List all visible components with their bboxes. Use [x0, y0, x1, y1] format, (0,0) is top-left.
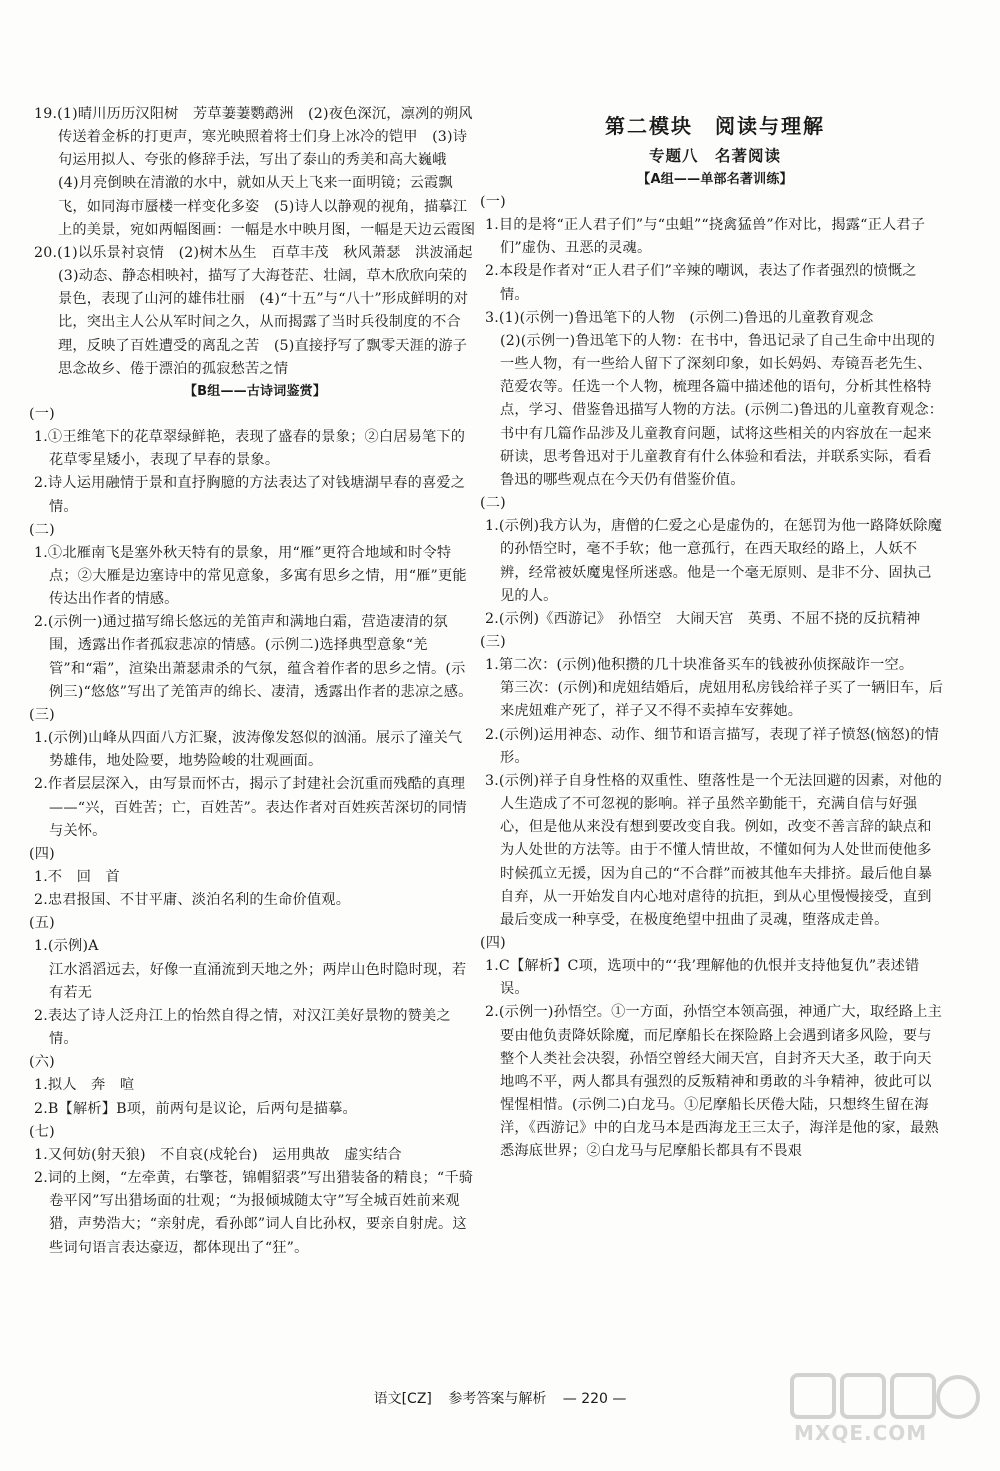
watermark-logo-icon: [782, 1367, 982, 1427]
answer-item: 1.目的是将“正人君子们”与“虫蛆”“挠禽猛兽”作对比，揭露“正人君子们”虚伪、丑恶的灵魂。: [485, 217, 926, 257]
topic-title: 专题八 名著阅读: [648, 147, 781, 165]
answer-item: 1.C【解析】C项，选项中的“‘我’理解他的仇恨并支持他复仇”表述错误。: [485, 958, 920, 998]
answer-item: 2.诗人运用融情于景和直抒胸臆的方法表达了对钱塘湖早春的喜爱之情。: [34, 475, 466, 515]
answer-item: 2.(示例)运用神态、动作、细节和语言描写，表现了祥子愤怒(恼怒)的情形。: [485, 726, 940, 766]
answer-item: 2.(示例)《西游记》 孙悟空 大闹天宫 英勇、不屈不挠的反抗精神: [485, 610, 921, 627]
answer-item: 江水滔滔远去，好像一直涌流到天地之外；两岸山色时隐时现，若有若无: [49, 961, 467, 1001]
group-number: (四): [29, 845, 55, 862]
answer-item: 1.(示例)A: [34, 938, 99, 955]
module-title: 第二模块 阅读与理解: [605, 114, 825, 138]
group-number: (一): [480, 194, 506, 210]
answer-item: 1.第二次：(示例)他积攒的几十块准备买车的钱被孙侦探敲诈一空。: [485, 657, 914, 674]
section-title: 【B组——古诗词鉴赏】: [183, 383, 327, 399]
answer-item: 1.①北雁南飞是塞外秋天特有的景象，用“雁”更符合地域和时令特点；②大雁是边塞诗中的常见意象，多寓有思乡之情，用“雁”更能传达出作者的情感。: [34, 544, 467, 608]
group-number: (三): [480, 633, 506, 650]
right-column: [480, 103, 945, 1164]
answer-item: 2.作者层层深入，由写景而怀古，揭示了封建社会沉重而残酷的真理——“兴，百姓苦；亡，百姓苦”。表达作者对百姓疾苦深切的同情与关怀。: [34, 776, 467, 839]
footer-label: 参考答案与解析: [448, 1391, 547, 1407]
answer-item: 3.(示例)祥子自身性格的双重性、堕落性是一个无法回避的因素，对他的人生造成了不可忽视的影响。祥子虽然辛勤能干，充满自信与好强心，但是他从来没有想到要改变自我。例如，改变不善言辞的缺点和为人处世的方法等。由于不懂人情世故，不懂如何为人处世而使他多时候孤立无援，因为自己的“不合群”而被其他车夫排挤。最后他自暴自弃，从一开始发自内心地对虐待的抗拒，到从心里慢慢接受，直到最后变成一种享受，在极度绝望中扭曲了灵魂，堕落成走兽。: [485, 772, 943, 928]
answer-item: 20.(1)以乐景衬哀情 (2)树木丛生 百草丰茂 秋风萧瑟 洪波涌起 (3)动态、静态相映衬，描写了大海苍茫、壮阔，草木欣欣向荣的景色，表现了山河的雄伟壮丽 (4)“十五”与“八十”形成鲜明的对比，突出主人公从军时间之久，从而揭露了当时兵役制度的不合理，反映了百姓遭受的离乱之苦 (5)直接抒写了飘零天涯的游子思念故乡、倦于漂泊的孤寂愁苦之情: [34, 244, 488, 377]
answer-item: 3.(1)(示例一)鲁迅笔下的人物 (示例二)鲁迅的儿童教育观念: [485, 309, 874, 326]
answer-item: 2.(示例一)通过描写绵长悠远的羌笛声和满地白霜，营造凄清的氛围，透露出作者孤寂悲凉的情感。(示例二)选择典型意象“羌管”和“霜”，渲染出萧瑟肃杀的气氛，蕴含着作者的思乡之情。(示例三)“悠悠”写出了羌笛声的绵长、凄清，透露出作者的悲凉之感。: [34, 614, 473, 700]
answer-item: 1.(示例)山峰从四面八方汇聚，波涛像发怒似的汹涌。展示了潼关气势雄伟，地处险要，地势险峻的壮观画面。: [34, 730, 463, 770]
group-number: (四): [480, 935, 506, 951]
answer-item: 2.忠君报国、不甘平庸、淡泊名利的生命价值观。: [34, 892, 351, 909]
answer-item: (2)(示例一)鲁迅笔下的人物：在书中，鲁迅记录了自己生命中出现的一些人物，有一些给人留下了深刻印象，如长妈妈、寿镜吾老先生、范爱农等。任选一个人物，梳理各篇中描述他的语句，分析其性格特点，学习、借鉴鲁迅描写人物的方法。(示例二)鲁迅的儿童教育观念：书中有几篇作品涉及儿童教育问题，试将这些相关的内容放在一起来研读，思考鲁迅对于儿童教育有什么体验和看法，并联系实际，看看鲁迅的哪些观点在今天仍有借鉴价值。: [500, 332, 944, 488]
answer-item: 2.B【解析】B项，前两句是议论，后两句是描摹。: [34, 1100, 357, 1117]
group-number: (七): [29, 1123, 55, 1140]
section-title: 【A组——单部名著训练】: [637, 172, 793, 187]
answer-item: 19.(1)晴川历历汉阳树 芳草萋萋鹦鹉洲 (2)夜色深沉，凛冽的朔风传送着金柝的打更声，寒光映照着将士们身上冰冷的铠甲 (3)诗句运用拟人、夸张的修辞手法，写出了泰山的秀美和高大巍峨 (4)月亮倒映在清澈的水中，就如从天上飞来一面明镜；云霞飘飞，如同海市蜃楼一样变化多姿 (5)诗人以静观的视角，描摹江上的美景，宛如两幅图画：一幅是水中映月图，一幅是天边云霞图: [34, 106, 476, 238]
answer-item: 1.不 回 首: [34, 869, 120, 885]
answer-item: 2.(示例一)孙悟空。①一方面，孙悟空本领高强，神通广大，取经路上主要由他负责降妖除魔，而尼摩船长在探险路上会遇到诸多风险，要与整个人类社会决裂，孙悟空曾经大闹天宫，自封齐天大圣，敢于向天地鸣不平，两人都具有强烈的反叛精神和勇敢的斗争精神，彼此可以惺惺相惜。(示例二)白龙马。①尼摩船长厌倦大陆，只想终生留在海洋，《西游记》中的白龙马本是西海龙王三太子，海洋是他的家，最熟悉海底世界；②白龙马与尼摩船长都具有不畏艰: [485, 1004, 943, 1160]
left-column: [29, 103, 488, 1260]
watermark-text: MXQE.COM: [794, 1421, 928, 1445]
watermark-logo: [782, 1367, 982, 1457]
group-number: (六): [29, 1054, 55, 1071]
answer-item: 2.表达了诗人泛舟江上的怡然自得之情，对汉江美好景物的赞美之情。: [34, 1007, 451, 1048]
page-number: — 220 —: [562, 1391, 627, 1407]
answer-item: 1.拟人 奔 喧: [34, 1077, 135, 1094]
footer-subject: 语文[CZ]: [373, 1391, 432, 1407]
answer-item: 1.又何妨(射天狼) 不自哀(戍轮台) 运用典故 虚实结合: [34, 1146, 402, 1163]
group-number: (二): [29, 521, 55, 538]
right-answers: [480, 191, 945, 1164]
answer-item: 1.①王维笔下的花草翠绿鲜艳，表现了盛春的景象；②白居易笔下的花草零星矮小，表现了早春的景象。: [34, 429, 466, 469]
group-number: (二): [480, 495, 506, 512]
group-number: (三): [29, 706, 55, 723]
answer-item: 第三次：(示例)和虎妞结婚后，虎妞用私房钱给祥子买了一辆旧车，后来虎妞难产死了，祥子又不得不卖掉车安葬她。: [500, 680, 944, 720]
answer-item: 1.(示例)我方认为，唐僧的仁爱之心是虚伪的，在惩罚为他一路降妖除魔的孙悟空时，毫不手软；他一意孤行，在西天取经的路上，人妖不辨，经常被妖魔鬼怪所迷惑。他是一个毫无原则、是非不分、固执己见的人。: [485, 518, 943, 604]
group-number: (一): [29, 405, 55, 422]
answer-item: 2.词的上阕，“左牵黄，右擎苍，锦帽貂裘”写出猎装备的精良；“千骑卷平冈”写出猎场面的壮观；“为报倾城随太守”写全城百姓前来观猎，声势浩大；“亲射虎，看孙郎”词人自比孙权，要亲自射虎。这些词句语言表达豪迈，都体现出了“狂”。: [34, 1170, 474, 1256]
answer-item: 2.本段是作者对“正人君子们”辛辣的嘲讽，表达了作者强烈的愤慨之情。: [485, 263, 917, 303]
group-number: (五): [29, 915, 55, 932]
